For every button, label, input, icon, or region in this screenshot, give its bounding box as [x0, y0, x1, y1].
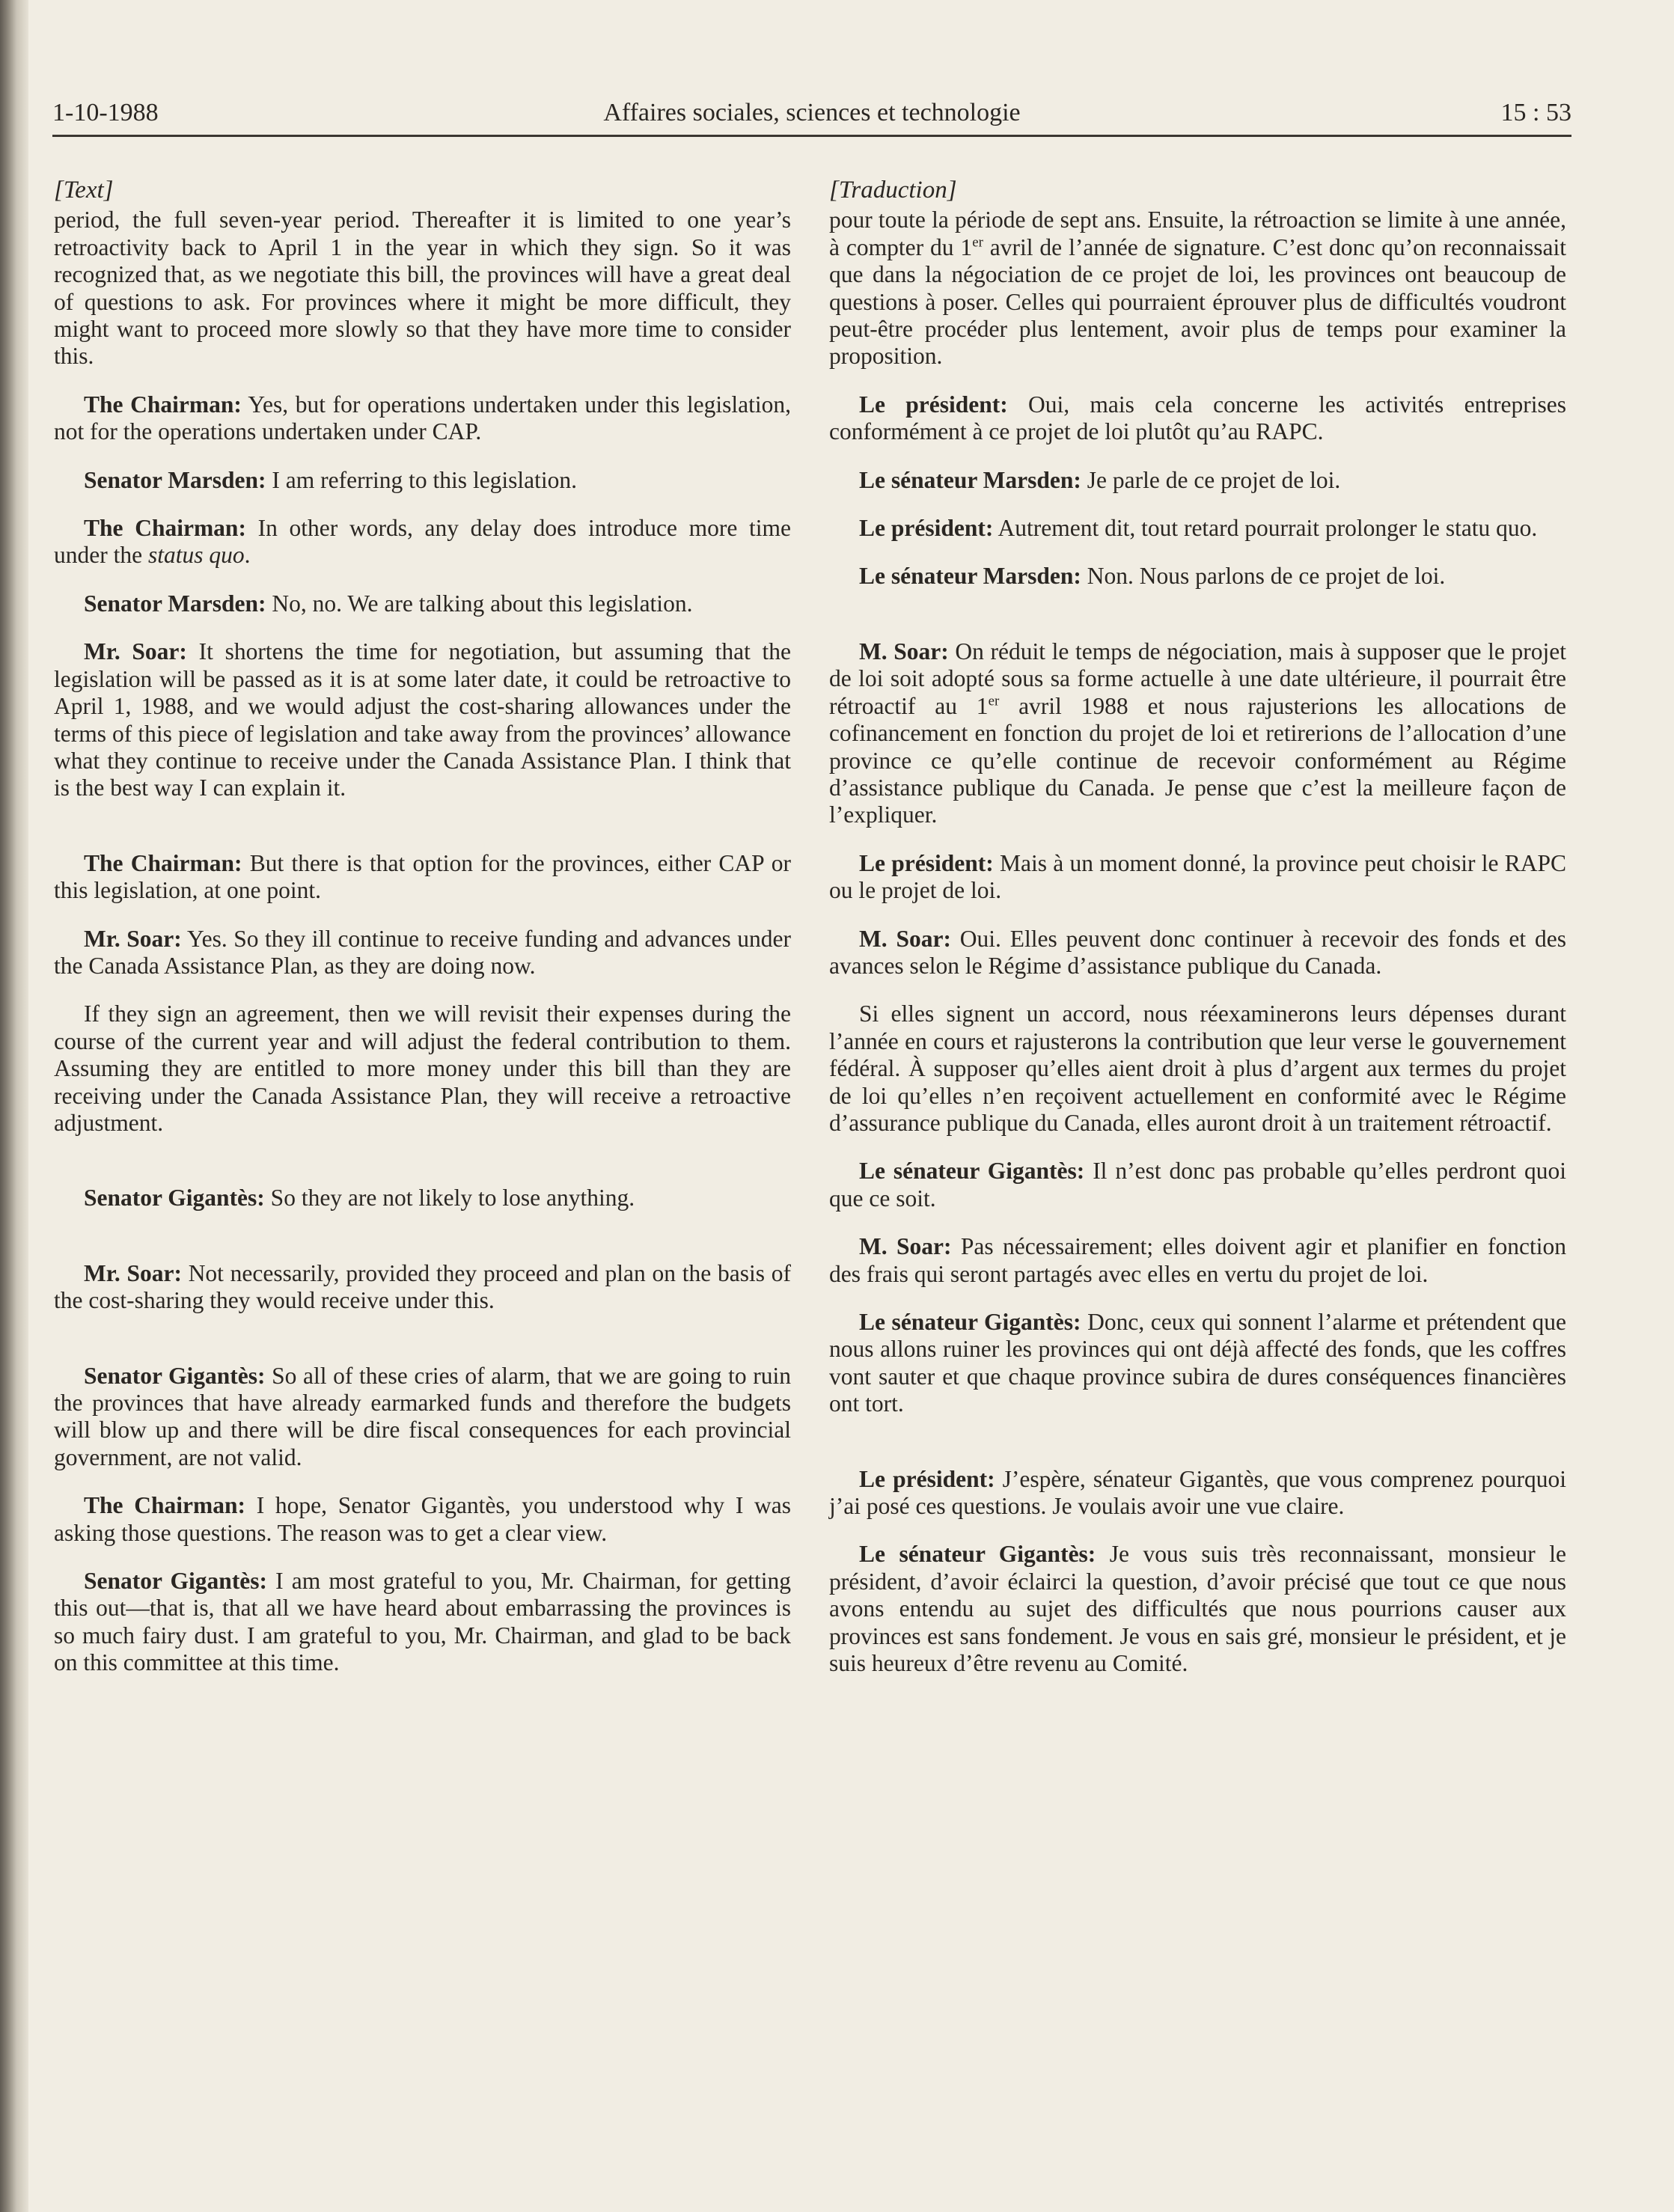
speaker-name: Le sénateur Gigantès:	[859, 1309, 1081, 1335]
paragraph	[54, 590, 791, 617]
paragraph-text: Yes, but for operations undertaken under this legislation, not for the operations undertaken under CAP.	[54, 391, 791, 445]
speaker-name: Senator Gigantès:	[84, 1568, 268, 1595]
paragraph	[829, 391, 1566, 446]
speaker-name: Le président:	[859, 391, 1008, 418]
speaker-name: Senator Marsden:	[84, 466, 266, 493]
speaker-name: Mr. Soar:	[84, 1259, 182, 1286]
speaker-name: M. Soar:	[859, 1233, 952, 1260]
paragraph	[54, 926, 791, 980]
paragraph-text: J’espère, sénateur Gigantès, que vous comprenez pourquoi j’ai posé ces questions. Je voulais avoir une vue claire.	[829, 1465, 1566, 1520]
paragraph	[829, 515, 1566, 542]
paragraph-text: On réduit le temps de négociation, mais à supposer que le projet de loi soit adopté sous sa forme actuelle à une date ultérieure, il pourrait être rétroactif au 1	[829, 638, 1566, 719]
paragraph-text: Yes. So they ill continue to receive funding and advances under the Canada Assistance Plan, as they are doing now.	[54, 925, 791, 979]
paragraph	[54, 1568, 791, 1677]
paragraph-text: No, no. We are talking about this legislation.	[272, 590, 693, 617]
paragraph	[829, 1000, 1566, 1137]
paragraph-text-end: avril de l’année de signature. C’est donc qu’on reconnaissait que dans la négociation de ce projet de loi, les provinces ont beaucoup de questions à poser. Celles qui pourraient éprouver plus de difficultés voudront peut-être procéder plus lentement, avoir plus de temps pour examiner la proposition.	[829, 233, 1566, 370]
paragraph-text: Si elles signent un accord, nous réexaminerons leurs dépenses durant l’année en cours et rajusterons la contribution que leur verse le gouvernement fédéral. À supposer qu’elles aient droit à plus d’argent aux termes du projet de loi qu’elles n’en reçoivent actuellement en conformité avec le Régime d’assurance publique du Canada, elles auront droit à un traitement rétroactif.	[829, 1000, 1566, 1136]
speaker-name: Le sénateur Gigantès:	[859, 1541, 1096, 1568]
paragraph	[829, 207, 1566, 370]
paragraph-text: Autrement dit, tout retard pourrait prolonger le statu quo.	[998, 515, 1538, 542]
paragraph-text: It shortens the time for negotiation, but assuming that the legislation will be passed as it is at some later date, it could be retroactive to April 1, 1988, and we would adjust the cost-sharing allowances under the terms of this piece of legislation and take away from the provinces’ allowance what they continue to receive under the Canada Assistance Plan. I think that is the best way I can explain it.	[54, 638, 792, 801]
speaker-name: The Chairman:	[84, 515, 246, 542]
paragraph	[829, 1233, 1566, 1288]
paragraph	[829, 850, 1566, 905]
paragraph	[829, 1541, 1566, 1677]
speaker-name: Le président:	[859, 515, 994, 542]
paragraph	[829, 638, 1566, 829]
paragraph	[829, 1158, 1566, 1212]
paragraph	[829, 563, 1566, 590]
paragraph	[54, 515, 791, 569]
speaker-name: Le président:	[859, 1465, 995, 1492]
speaker-name: M. Soar:	[859, 925, 951, 952]
paragraph	[54, 467, 791, 494]
paragraph-text: Not necessarily, provided they proceed and plan on the basis of the cost-sharing they would receive under this.	[54, 1259, 792, 1314]
paragraph-text: Je vous suis très reconnaissant, monsieur le président, d’avoir éclairci la question, d’avoir précisé que tout ce que nous avons entendu au sujet des difficultés que nous pourrions causer aux provinces est sans fondement. Je vous en sais gré, monsieur le président, et je suis heureux d’être revenu au Comité.	[829, 1541, 1566, 1677]
header-date: 1-10-1988	[52, 99, 159, 126]
speaker-name: M. Soar:	[859, 638, 949, 664]
paragraph-text: Donc, ceux qui sonnent l’alarme et prétendent que nous allons ruiner les provinces qui ont déjà affecté des fonds, que les coffres vont sauter et que chaque province subira de dures conséquences financières ont tort.	[829, 1309, 1567, 1417]
traduction-marker: [Traduction]	[829, 177, 957, 204]
page-header	[52, 96, 1571, 137]
paragraph-italic-text: status quo	[147, 542, 245, 569]
paragraph-text: Oui. Elles peuvent donc continuer à recevoir des fonds et des avances selon le Régime d’assistance publique du Canada.	[829, 925, 1566, 979]
paragraph-text: period, the full seven-year period. Thereafter it is limited to one year’s retroactivity back to April 1 in the year in which they sign. So it was recognized that, as we negotiate this bill, the provinces will have a great deal of questions to ask. For provinces where it might be more difficult, they might want to proceed more slowly so that they have more time to consider this.	[54, 207, 791, 370]
paragraph-text: I am referring to this legislation.	[272, 466, 578, 493]
paragraph	[829, 1309, 1566, 1418]
speaker-name: The Chairman:	[84, 849, 242, 876]
paragraph-text: I hope, Senator Gigantès, you understood why I was asking those questions. The reason was to get a clear view.	[54, 1492, 792, 1546]
paragraph-text: Oui, mais cela concerne les activités entreprises conformément à ce projet de loi plutôt qu’au RAPC.	[829, 391, 1567, 445]
paragraph	[54, 638, 791, 801]
paragraph	[829, 1466, 1566, 1521]
paragraph-text: Pas nécessairement; elles doivent agir et planifier en fonction des frais qui seront partagés avec elles en vertu du projet de loi.	[829, 1233, 1566, 1287]
paragraph	[54, 1185, 791, 1212]
paragraph	[829, 467, 1566, 494]
paragraph	[54, 207, 791, 370]
speaker-name: Le sénateur Gigantès:	[859, 1158, 1085, 1185]
paragraph	[54, 391, 791, 446]
speaker-name: Le sénateur Marsden:	[859, 466, 1081, 493]
paragraph	[54, 1260, 791, 1315]
paragraph-text: If they sign an agreement, then we will revisit their expenses during the course of the current year and will adjust the federal contribution to them. Assuming they are entitled to more money under this bill than they are receiving under the Canada Assistance Plan, they will receive a retroactive adjustment.	[54, 1000, 791, 1136]
header-page-number: 15 : 53	[1500, 99, 1571, 126]
ordinal-superscript: er	[988, 693, 1000, 709]
english-column	[54, 177, 791, 2062]
ordinal-superscript: er	[972, 234, 983, 251]
paragraph-text: I am most grateful to you, Mr. Chairman, for getting this out—that is, that all we have heard about embarrassing the provinces is so much fairy dust. I am grateful to you, Mr. Chairman, and glad to be back on this committee at this time.	[54, 1568, 792, 1676]
paragraph	[54, 1492, 791, 1547]
speaker-name: Mr. Soar:	[84, 925, 182, 952]
speaker-name: Le sénateur Marsden:	[859, 563, 1081, 590]
paragraph	[54, 1363, 791, 1472]
paragraph-text: Mais à un moment donné, la province peut choisir le RAPC ou le projet de loi.	[829, 849, 1567, 904]
paragraph	[54, 1000, 791, 1137]
speaker-name: Senator Gigantès:	[84, 1362, 266, 1389]
paragraph-text-end: .	[244, 542, 251, 569]
speaker-name: Senator Marsden:	[84, 590, 266, 617]
paragraph-text: pour toute la période de sept ans. Ensuite, la rétroaction se limite à une année, à compter du 1	[829, 207, 1566, 260]
paragraph-text: So all of these cries of alarm, that we are going to ruin the provinces that have already earmarked funds and therefore the budgets will blow up and there will be dire fiscal consequences for each provincial government, are not valid.	[54, 1362, 791, 1470]
book-binding	[0, 0, 28, 2212]
paragraph-text: Non. Nous parlons de ce projet de loi.	[1087, 563, 1446, 590]
paragraph	[829, 926, 1566, 980]
speaker-name: The Chairman:	[84, 391, 242, 418]
speaker-name: Le président:	[859, 849, 994, 876]
speaker-name: Senator Gigantès:	[84, 1185, 265, 1212]
french-column	[829, 177, 1566, 2062]
header-title: Affaires sociales, sciences et technologie	[603, 99, 1021, 126]
paragraph-text: Il n’est donc pas probable qu’elles perdront quoi que ce soit.	[829, 1158, 1566, 1212]
speaker-name: The Chairman:	[84, 1492, 245, 1519]
paragraph-text: Je parle de ce projet de loi.	[1087, 466, 1341, 493]
paragraph-text: So they are not likely to lose anything.	[270, 1185, 635, 1212]
text-marker: [Text]	[54, 177, 114, 204]
speaker-name: Mr. Soar:	[84, 638, 187, 665]
paragraph	[54, 850, 791, 905]
paragraph-text-end: avril 1988 et nous rajusterions les allocations de cofinancement en fonction du projet de loi et retirerions de l’allocation d’une province ce qu’elle continue de recevoir conformément au Régime d’assistance publique du Canada. Je pense que c’est la meilleure façon de l’expliquer.	[829, 692, 1566, 828]
paragraph-text: In other words, any delay does introduce more time under the	[54, 515, 792, 569]
paragraph-text: But there is that option for the provinces, either CAP or this legislation, at one point.	[54, 849, 792, 904]
